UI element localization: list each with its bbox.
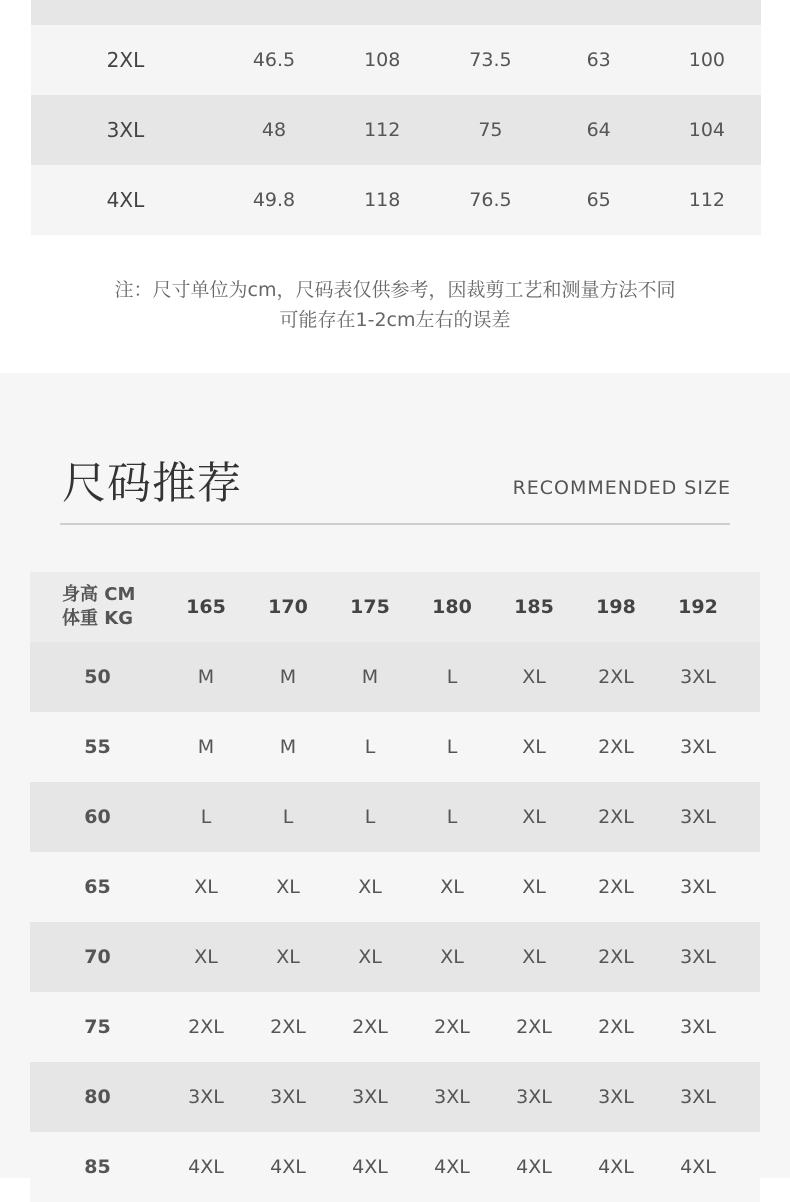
table-cell: L: [446, 736, 458, 758]
height-header: 170: [268, 596, 308, 618]
table-cell: 2XL: [434, 1016, 470, 1038]
header-height-label: 身高 CM: [62, 584, 136, 605]
table-cell: 3XL: [680, 666, 716, 688]
size-chart-table: [31, 0, 761, 235]
table-cell: 3XL: [680, 1016, 716, 1038]
weight-label: 65: [84, 876, 111, 898]
table-row: [30, 922, 760, 992]
recommended-size-section: [0, 373, 790, 1178]
table-cell: 3XL: [270, 1086, 306, 1108]
weight-label: 50: [84, 666, 111, 688]
size-label: 3XL: [106, 118, 145, 142]
height-header: 180: [432, 596, 472, 618]
section-title: 尺码推荐: [62, 458, 242, 509]
table-cell: XL: [522, 806, 546, 828]
table-cell: 118: [364, 189, 401, 211]
table-cell: 2XL: [598, 946, 634, 968]
table-cell: XL: [440, 946, 464, 968]
table-row: [30, 992, 760, 1062]
table-cell: 46.5: [252, 49, 296, 71]
table-cell: 2XL: [598, 876, 634, 898]
size-chart-section: [0, 0, 790, 373]
table-cell: 3XL: [516, 1086, 552, 1108]
table-cell: 49.8: [252, 189, 296, 211]
table-cell: 2XL: [352, 1016, 388, 1038]
header-weight-label: 体重 KG: [62, 608, 133, 629]
table-cell: 2XL: [598, 666, 634, 688]
table-cell: L: [282, 806, 294, 828]
height-header: 192: [678, 596, 718, 618]
table-cell: M: [197, 666, 215, 688]
table-cell: 4XL: [598, 1156, 634, 1178]
table-cell: XL: [522, 876, 546, 898]
size-label: 4XL: [106, 188, 145, 212]
table-header-row: [30, 572, 760, 642]
table-cell: XL: [358, 876, 382, 898]
table-cell: L: [364, 736, 376, 758]
table-row: [31, 165, 761, 235]
table-cell: 112: [688, 189, 725, 211]
table-row: [30, 642, 760, 712]
table-cell: L: [446, 806, 458, 828]
height-header: 198: [596, 596, 636, 618]
table-cell: XL: [522, 666, 546, 688]
table-cell: M: [279, 736, 297, 758]
height-header: 165: [186, 596, 226, 618]
table-cell: L: [446, 666, 458, 688]
recommend-table: [30, 572, 760, 1202]
table-cell: 3XL: [188, 1086, 224, 1108]
section-subtitle: RECOMMENDED SIZE: [512, 477, 731, 499]
table-cell: XL: [358, 946, 382, 968]
table-cell: 3XL: [680, 736, 716, 758]
table-row: [30, 1132, 760, 1202]
table-row-partial: [31, 0, 761, 25]
table-cell: 2XL: [188, 1016, 224, 1038]
table-row: [30, 712, 760, 782]
table-cell: 64: [586, 119, 611, 141]
table-cell: 3XL: [680, 946, 716, 968]
height-header: 175: [350, 596, 390, 618]
table-cell: 3XL: [680, 876, 716, 898]
weight-label: 55: [84, 736, 111, 758]
table-cell: 3XL: [680, 1086, 716, 1108]
table-cell: 75: [478, 119, 503, 141]
table-cell: XL: [194, 876, 218, 898]
table-cell: XL: [276, 946, 300, 968]
weight-label: 85: [84, 1156, 111, 1178]
table-cell: L: [364, 806, 376, 828]
weight-label: 70: [84, 946, 111, 968]
table-cell: 4XL: [188, 1156, 224, 1178]
table-cell: 3XL: [680, 806, 716, 828]
height-header: 185: [514, 596, 554, 618]
table-cell: 104: [688, 119, 725, 141]
table-cell: 2XL: [270, 1016, 306, 1038]
table-cell: M: [279, 666, 297, 688]
table-cell: 63: [586, 49, 611, 71]
table-cell: M: [361, 666, 379, 688]
table-cell: 2XL: [598, 1016, 634, 1038]
table-cell: 65: [586, 189, 611, 211]
table-cell: 2XL: [598, 736, 634, 758]
weight-label: 80: [84, 1086, 111, 1108]
table-row: [31, 95, 761, 165]
table-row: [31, 25, 761, 95]
table-cell: 4XL: [352, 1156, 388, 1178]
table-cell: 2XL: [516, 1016, 552, 1038]
table-cell: XL: [194, 946, 218, 968]
weight-label: 60: [84, 806, 111, 828]
table-cell: 4XL: [680, 1156, 716, 1178]
divider: [60, 523, 730, 525]
table-cell: 112: [364, 119, 401, 141]
table-cell: XL: [276, 876, 300, 898]
table-cell: 4XL: [516, 1156, 552, 1178]
table-cell: L: [200, 806, 212, 828]
table-cell: 100: [688, 49, 725, 71]
table-cell: 2XL: [598, 806, 634, 828]
size-label: 2XL: [106, 48, 145, 72]
header-corner: [30, 583, 165, 631]
table-cell: XL: [440, 876, 464, 898]
table-row: [30, 782, 760, 852]
table-cell: M: [197, 736, 215, 758]
size-note-line: 注：尺寸单位为cm，尺码表仅供参考，因裁剪工艺和测量方法不同: [114, 279, 676, 301]
weight-label: 75: [84, 1016, 111, 1038]
size-note: [0, 275, 790, 335]
table-cell: 4XL: [270, 1156, 306, 1178]
table-cell: 73.5: [469, 49, 512, 71]
table-cell: XL: [522, 946, 546, 968]
table-cell: 3XL: [434, 1086, 470, 1108]
table-row: [30, 1062, 760, 1132]
table-cell: 48: [261, 119, 287, 141]
size-note-line: 可能存在1-2cm左右的误差: [279, 309, 511, 331]
table-cell: 3XL: [598, 1086, 634, 1108]
table-cell: 3XL: [352, 1086, 388, 1108]
table-cell: 108: [364, 49, 401, 71]
table-cell: XL: [522, 736, 546, 758]
table-cell: 76.5: [469, 189, 512, 211]
table-cell: 4XL: [434, 1156, 470, 1178]
table-row: [30, 852, 760, 922]
